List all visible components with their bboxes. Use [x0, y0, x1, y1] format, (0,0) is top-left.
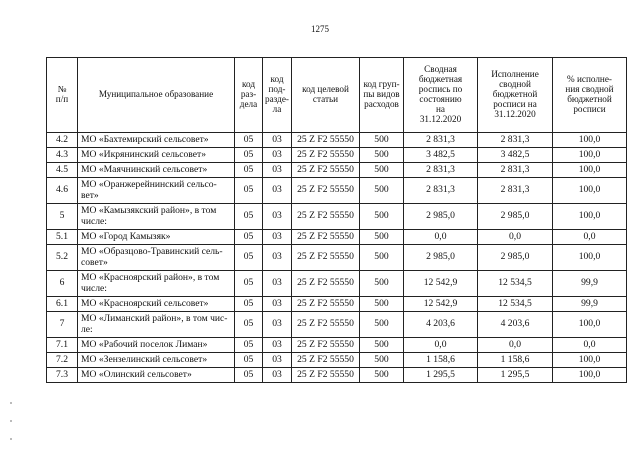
cell-budget-plan: 1 295,5: [404, 368, 478, 383]
cell-execution-percent: 99,9: [553, 271, 627, 297]
table-row: [47, 245, 627, 271]
cell-budget-plan: 2 831,3: [404, 133, 478, 148]
cell-budget-execution: 12 534,5: [478, 271, 553, 297]
cell-target-code: 25 Z F2 55550: [292, 271, 360, 297]
cell-budget-plan: 12 542,9: [404, 297, 478, 312]
cell-target-code: 25 Z F2 55550: [292, 245, 360, 271]
cell-section-code: 05: [235, 133, 263, 148]
budget-execution-table: [46, 57, 627, 383]
table-row: [47, 297, 627, 312]
cell-target-code: 25 Z F2 55550: [292, 133, 360, 148]
cell-target-code: 25 Z F2 55550: [292, 338, 360, 353]
cell-expense-group: 500: [360, 204, 404, 230]
cell-budget-execution: 0,0: [478, 230, 553, 245]
cell-section-code: 05: [235, 204, 263, 230]
cell-num: 7.1: [47, 338, 78, 353]
cell-section-code: 05: [235, 368, 263, 383]
header-budget-plan: Сводная бюджетная роспись по состоянию на 31.12.2020: [404, 58, 478, 133]
cell-execution-percent: 100,0: [553, 204, 627, 230]
cell-section-code: 05: [235, 353, 263, 368]
cell-num: 5.2: [47, 245, 78, 271]
cell-num: 7: [47, 312, 78, 338]
header-budget-execution: Исполнение сводной бюджетной росписи на 31.12.2020: [478, 58, 553, 133]
cell-subsection-code: 03: [263, 338, 292, 353]
cell-section-code: 05: [235, 178, 263, 204]
cell-target-code: 25 Z F2 55550: [292, 368, 360, 383]
page-number: 1275: [311, 24, 329, 34]
header-target-code: код целевой статьи: [292, 58, 360, 133]
cell-budget-plan: 2 831,3: [404, 178, 478, 204]
table-row: [47, 353, 627, 368]
cell-municipality: МО «Олинский сельсовет»: [78, 368, 235, 383]
cell-expense-group: 500: [360, 245, 404, 271]
cell-expense-group: 500: [360, 133, 404, 148]
cell-num: 4.6: [47, 178, 78, 204]
cell-budget-execution: 2 831,3: [478, 163, 553, 178]
cell-municipality: МО «Город Камызяк»: [78, 230, 235, 245]
cell-subsection-code: 03: [263, 148, 292, 163]
table-row: [47, 178, 627, 204]
cell-expense-group: 500: [360, 297, 404, 312]
cell-execution-percent: 100,0: [553, 245, 627, 271]
cell-subsection-code: 03: [263, 204, 292, 230]
cell-target-code: 25 Z F2 55550: [292, 297, 360, 312]
cell-expense-group: 500: [360, 312, 404, 338]
cell-municipality: МО «Красноярский сельсовет»: [78, 297, 235, 312]
cell-num: 4.3: [47, 148, 78, 163]
table-row: [47, 271, 627, 297]
cell-budget-plan: 1 158,6: [404, 353, 478, 368]
cell-budget-plan: 2 831,3: [404, 163, 478, 178]
cell-num: 4.5: [47, 163, 78, 178]
cell-budget-execution: 4 203,6: [478, 312, 553, 338]
cell-execution-percent: 100,0: [553, 353, 627, 368]
cell-budget-execution: 2 831,3: [478, 178, 553, 204]
cell-budget-plan: 12 542,9: [404, 271, 478, 297]
cell-municipality: МО «Икрянинский сельсовет»: [78, 148, 235, 163]
cell-budget-execution: 3 482,5: [478, 148, 553, 163]
cell-municipality: МО «Красноярский район», в том числе:: [78, 271, 235, 297]
cell-budget-execution: 1 295,5: [478, 368, 553, 383]
cell-subsection-code: 03: [263, 230, 292, 245]
cell-budget-plan: 0,0: [404, 338, 478, 353]
cell-expense-group: 500: [360, 163, 404, 178]
cell-municipality: МО «Образцово-Травинский сель- совет»: [78, 245, 235, 271]
header-municipality: Муниципальное образование: [78, 58, 235, 133]
cell-target-code: 25 Z F2 55550: [292, 148, 360, 163]
cell-subsection-code: 03: [263, 297, 292, 312]
cell-section-code: 05: [235, 297, 263, 312]
cell-expense-group: 500: [360, 271, 404, 297]
cell-execution-percent: 100,0: [553, 163, 627, 178]
cell-expense-group: 500: [360, 148, 404, 163]
cell-num: 7.2: [47, 353, 78, 368]
table-row: [47, 148, 627, 163]
cell-num: 6: [47, 271, 78, 297]
cell-municipality: МО «Оранжерейнинский сельсо- вет»: [78, 178, 235, 204]
cell-num: 5.1: [47, 230, 78, 245]
header-row: [47, 58, 627, 133]
cell-num: 7.3: [47, 368, 78, 383]
cell-subsection-code: 03: [263, 133, 292, 148]
cell-budget-execution: 1 158,6: [478, 353, 553, 368]
cell-budget-plan: 0,0: [404, 230, 478, 245]
cell-execution-percent: 100,0: [553, 148, 627, 163]
cell-execution-percent: 100,0: [553, 133, 627, 148]
table-row: [47, 230, 627, 245]
cell-budget-plan: 2 985,0: [404, 245, 478, 271]
header-num: № п/п: [47, 58, 78, 133]
cell-target-code: 25 Z F2 55550: [292, 163, 360, 178]
table-row: [47, 368, 627, 383]
cell-municipality: МО «Рабочий поселок Лиман»: [78, 338, 235, 353]
cell-municipality: МО «Зензелинский сельсовет»: [78, 353, 235, 368]
cell-expense-group: 500: [360, 338, 404, 353]
cell-section-code: 05: [235, 148, 263, 163]
table-row: [47, 338, 627, 353]
table-row: [47, 204, 627, 230]
cell-budget-execution: 2 831,3: [478, 133, 553, 148]
cell-target-code: 25 Z F2 55550: [292, 353, 360, 368]
cell-subsection-code: 03: [263, 163, 292, 178]
cell-execution-percent: 0,0: [553, 338, 627, 353]
cell-target-code: 25 Z F2 55550: [292, 178, 360, 204]
cell-execution-percent: 100,0: [553, 312, 627, 338]
cell-expense-group: 500: [360, 368, 404, 383]
cell-execution-percent: 0,0: [553, 230, 627, 245]
cell-subsection-code: 03: [263, 353, 292, 368]
table-row: [47, 133, 627, 148]
cell-num: 6.1: [47, 297, 78, 312]
cell-budget-execution: 0,0: [478, 338, 553, 353]
cell-budget-plan: 3 482,5: [404, 148, 478, 163]
cell-num: 5: [47, 204, 78, 230]
header-expense-group-code: код груп- пы видов расходов: [360, 58, 404, 133]
cell-municipality: МО «Бахтемирский сельсовет»: [78, 133, 235, 148]
header-subsection-code: код под- разде- ла: [263, 58, 292, 133]
cell-municipality: МО «Лиманский район», в том чис- ле:: [78, 312, 235, 338]
cell-municipality: МО «Камызякский район», в том числе:: [78, 204, 235, 230]
header-section-code: код раз- дела: [235, 58, 263, 133]
cell-section-code: 05: [235, 245, 263, 271]
cell-subsection-code: 03: [263, 245, 292, 271]
cell-num: 4.2: [47, 133, 78, 148]
cell-budget-execution: 2 985,0: [478, 204, 553, 230]
cell-subsection-code: 03: [263, 368, 292, 383]
cell-expense-group: 500: [360, 178, 404, 204]
cell-subsection-code: 03: [263, 271, 292, 297]
cell-subsection-code: 03: [263, 178, 292, 204]
table-row: [47, 312, 627, 338]
cell-target-code: 25 Z F2 55550: [292, 204, 360, 230]
cell-expense-group: 500: [360, 230, 404, 245]
cell-target-code: 25 Z F2 55550: [292, 230, 360, 245]
cell-section-code: 05: [235, 230, 263, 245]
cell-municipality: МО «Маячнинский сельсовет»: [78, 163, 235, 178]
table-row: [47, 163, 627, 178]
cell-budget-plan: 2 985,0: [404, 204, 478, 230]
cell-budget-execution: 12 534,5: [478, 297, 553, 312]
cell-budget-plan: 4 203,6: [404, 312, 478, 338]
header-execution-percent: % исполне- ния сводной бюджетной росписи: [553, 58, 627, 133]
cell-execution-percent: 100,0: [553, 178, 627, 204]
cell-section-code: 05: [235, 338, 263, 353]
cell-section-code: 05: [235, 312, 263, 338]
cell-section-code: 05: [235, 271, 263, 297]
cell-expense-group: 500: [360, 353, 404, 368]
cell-target-code: 25 Z F2 55550: [292, 312, 360, 338]
cell-execution-percent: 99,9: [553, 297, 627, 312]
cell-budget-execution: 2 985,0: [478, 245, 553, 271]
cell-section-code: 05: [235, 163, 263, 178]
cell-execution-percent: 100,0: [553, 368, 627, 383]
cell-subsection-code: 03: [263, 312, 292, 338]
